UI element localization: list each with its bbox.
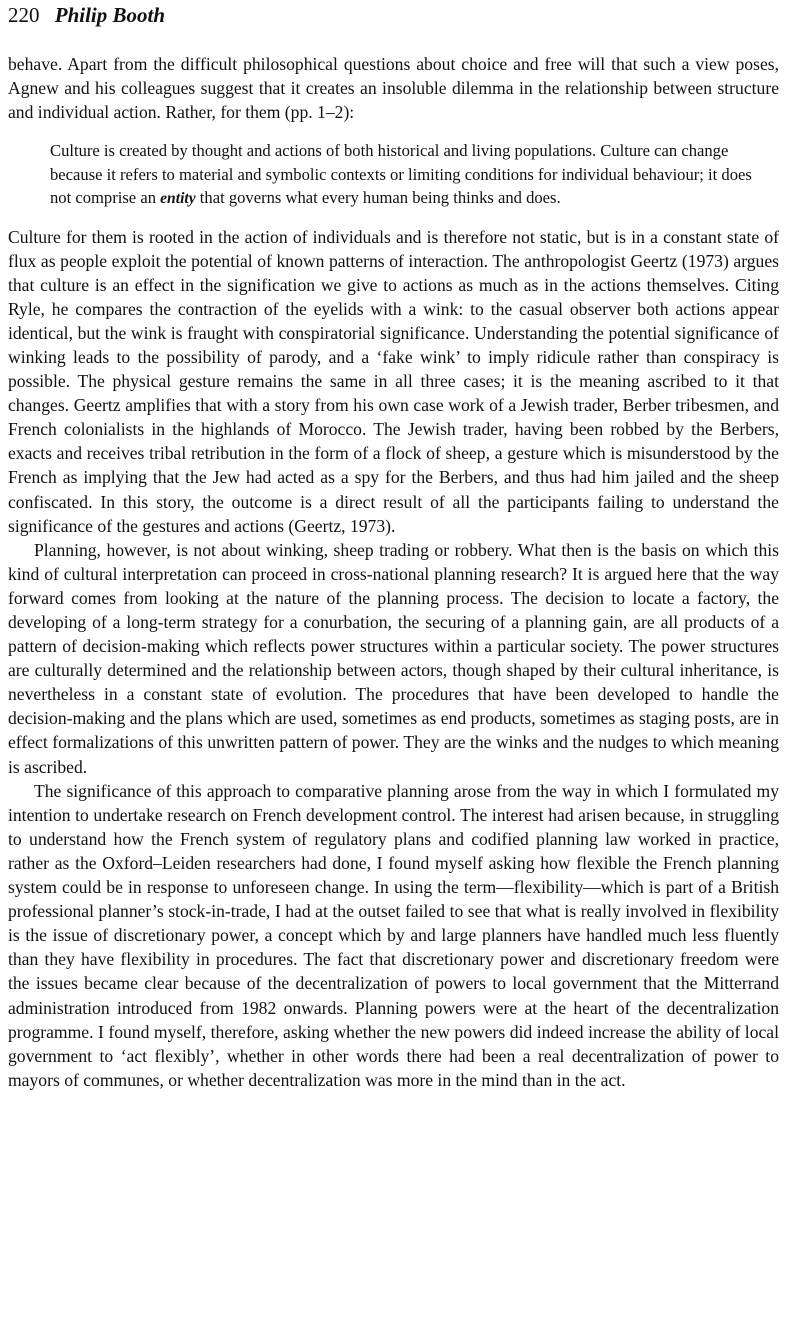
- body-text: [8, 52, 779, 1092]
- running-head: [8, 2, 165, 28]
- paragraph-continuation: behave. Apart from the difficult philosophical questions about choice and free will that such a view poses, Agnew and his colleagues suggest that it creates an insoluble dilemma in the relationship between structure and individual action. Rather, for them (pp. 1–2):: [8, 54, 779, 123]
- block-quote-text-start: Culture is created by thought and actions of both historical and living populations. Culture can change because it refers to material and symbolic contexts or limiting conditions for individual behaviour; it does not comprise an: [50, 141, 752, 208]
- page-number: 220: [8, 3, 40, 27]
- block-quote-text-end: that governs what every human being thinks and does.: [195, 188, 561, 208]
- block-quote-emphasis: entity: [160, 190, 196, 208]
- running-head-author: Philip Booth: [54, 3, 166, 27]
- paragraph-planning-power: Planning, however, is not about winking, sheep trading or robbery. What then is the basis on which this kind of cultural interpretation can proceed in cross-national planning research? It is argued here that the way forward comes from looking at the nature of the planning process. The decision to locate a factory, the developing of a long-term strategy for a conurbation, the securing of a planning gain, are all products of a pattern of decision-making which reflects power structures within a particular society. The power structures are culturally determined and the relationship between actors, though shaped by their cultural inheritance, is nevertheless in a constant state of evolution. The procedures that have been developed to handle the decision-making and the plans which are used, sometimes as end products, sometimes as staging posts, are in effect formalizations of this unwritten pattern of power. They are the winks and the nudges to which meaning is ascribed.: [8, 539, 779, 777]
- paragraph-french-development-control: The significance of this approach to comparative planning arose from the way in which I formulated my intention to undertake research on French development control. The interest had arisen because, in struggling to understand how the French system of regulatory plans and codified planning law worked in practice, rather as the Oxford–Leiden researchers had done, I found myself asking how flexible the French planning system could be in response to unforeseen change. In using the term—flexibility—which is part of a British professional planner’s stock-in-trade, I had at the outset failed to see that what is really involved in flexibility is the issue of discretionary power, a concept which by and large planners have handled much less fluently than they have flexibility in procedures. The fact that discretionary power and discretionary freedom were the issues became clear because of the decentralization of powers to local government that the Mitterrand administration introduced from 1982 onwards. Planning powers were at the heart of the decentralization programme. I found myself, therefore, asking whether the new powers did indeed increase the ability of local government to ‘act flexibly’, whether in other words there had been a real decentralization of power to mayors of communes, or whether decentralization was more in the mind than in the act.: [8, 780, 779, 1090]
- block-quote: [50, 139, 757, 210]
- paragraph-culture-geertz: Culture for them is rooted in the action of individuals and is therefore not static, but is in a constant state of flux as people exploit the potential of known patterns of interaction. The anthropologist Geertz (1973) argues that culture is an effect in the signification we give to actions as much as in the actions themselves. Citing Ryle, he compares the contraction of the eyelids with a wink: to the casual observer both actions appear identical, but the wink is fraught with conspiratorial significance. Understanding the potential significance of winking leads to the possibility of parody, and a ‘fake wink’ to imply ridicule rather than conspiracy is possible. The physical gesture remains the same in all three cases; it is the meaning ascribed to it that changes. Geertz amplifies that with a story from his own case work of a Jewish trader, Berber tribesmen, and French colonialists in the highlands of Morocco. The Jewish trader, having been robbed by the Berbers, exacts and receives tribal retribution in the form of a flock of sheep, a gesture which is misunderstood by the French as implying that the Jew had acted as a spy for the Berbers, and thus had him jailed and the sheep confiscated. In this story, the outcome is a direct result of all the participants failing to understand the significance of the gestures and actions (Geertz, 1973).: [8, 226, 779, 536]
